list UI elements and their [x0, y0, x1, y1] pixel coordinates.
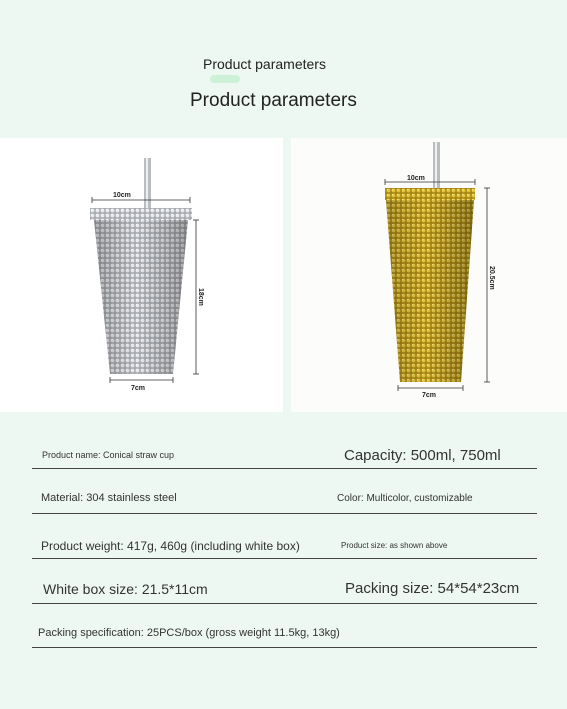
row-divider	[32, 468, 537, 469]
cup-lid	[90, 208, 192, 220]
spec-packing-specification: Packing specification: 25PCS/box (gross weight 11.5kg, 13kg)	[38, 627, 340, 639]
gold-cup-photo	[291, 138, 567, 412]
spec-capacity: Capacity: 500ml, 750ml	[344, 447, 501, 464]
cup-lid	[385, 188, 475, 200]
height-label: 20.5cm	[488, 266, 495, 290]
spec-table	[0, 412, 567, 709]
bottom-width-label: 7cm	[422, 392, 437, 399]
section-title-small: Product parameters	[203, 56, 326, 72]
spec-packing-size: Packing size: 54*54*23cm	[345, 580, 520, 597]
row-divider	[32, 558, 537, 559]
spec-color: Color: Multicolor, customizable	[337, 493, 473, 504]
top-width-label: 10cm	[407, 175, 425, 182]
section-title: Product parameters	[190, 90, 357, 111]
product-photos	[0, 138, 567, 412]
spec-material: Material: 304 stainless steel	[41, 492, 177, 504]
bottom-width-label: 7cm	[131, 385, 146, 392]
spec-product-name: Product name: Conical straw cup	[42, 450, 175, 460]
top-width-label: 10cm	[113, 192, 131, 199]
silver-cup-photo	[0, 138, 283, 412]
header	[0, 0, 567, 138]
spec-size: Product size: as shown above	[341, 541, 448, 550]
row-divider	[32, 603, 537, 604]
row-divider	[32, 513, 537, 514]
row-divider	[32, 647, 537, 648]
silver-cup-image	[0, 138, 283, 412]
title-accent-bar	[210, 75, 240, 83]
spec-weight: Product weight: 417g, 460g (including white box)	[41, 539, 300, 553]
height-label: 18cm	[197, 288, 204, 306]
gold-cup-image	[291, 138, 567, 412]
spec-white-box: White box size: 21.5*11cm	[43, 581, 208, 597]
